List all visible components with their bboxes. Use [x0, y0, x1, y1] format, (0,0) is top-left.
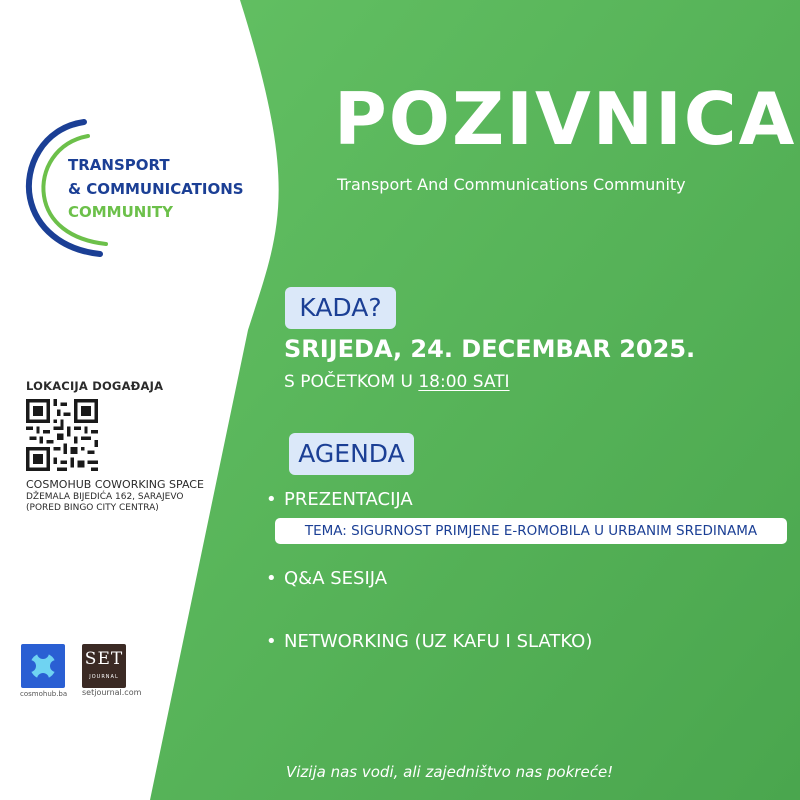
cosmohub-logo-icon[interactable] [21, 644, 65, 688]
location-title: LOKACIJA DOGAĐAJA [26, 379, 164, 393]
agenda-item-label: Q&A SESIJA [284, 568, 388, 589]
agenda-label: AGENDA [289, 433, 414, 475]
time-prefix: S POČETKOM U [284, 372, 419, 392]
qr-code-icon[interactable] [26, 399, 98, 471]
agenda-item [266, 568, 387, 589]
when-label: KADA? [285, 287, 396, 329]
logo-text-transport: TRANSPORT [68, 156, 170, 174]
agenda-item-label: NETWORKING (UZ KAFU I SLATKO) [284, 631, 593, 652]
venue-name: COSMOHUB COWORKING SPACE [26, 478, 204, 491]
presentation-topic: TEMA: SIGURNOST PRIMJENE E-ROMOBILA U URBANIM SREDINAMA [275, 518, 787, 544]
setjournal-mark: SET [84, 649, 124, 669]
page-title: POZIVNICA [334, 77, 797, 161]
page-subtitle: Transport And Communications Community [337, 175, 686, 194]
cosmohub-caption[interactable]: cosmohub.ba [20, 690, 68, 698]
setjournal-sub: JOURNAL [89, 674, 119, 680]
cosmohub-star-icon [21, 644, 65, 688]
agenda-item [266, 489, 413, 510]
venue-address: DŽEMALA BIJEDIĆA 162, SARAJEVO [26, 492, 184, 502]
bullet-icon: • [266, 568, 277, 589]
setjournal-logo-icon[interactable] [82, 644, 126, 688]
bullet-icon: • [266, 631, 277, 652]
footer-slogan: Vizija nas vodi, ali zajedništvo nas pokreće! [286, 763, 614, 781]
setjournal-caption[interactable]: setjournal.com [82, 688, 142, 697]
bullet-icon: • [266, 489, 277, 510]
logo-text-community: COMMUNITY [68, 203, 174, 221]
event-time: 18:00 SATI [418, 372, 510, 392]
event-date: SRIJEDA, 24. DECEMBAR 2025. [284, 335, 696, 363]
event-time-line [284, 372, 510, 392]
agenda-item-label: PREZENTACIJA [284, 489, 413, 510]
logo-text-communications: & COMMUNICATIONS [68, 180, 244, 198]
agenda-item [266, 631, 592, 652]
venue-address-note: (PORED BINGO CITY CENTRA) [26, 503, 159, 513]
